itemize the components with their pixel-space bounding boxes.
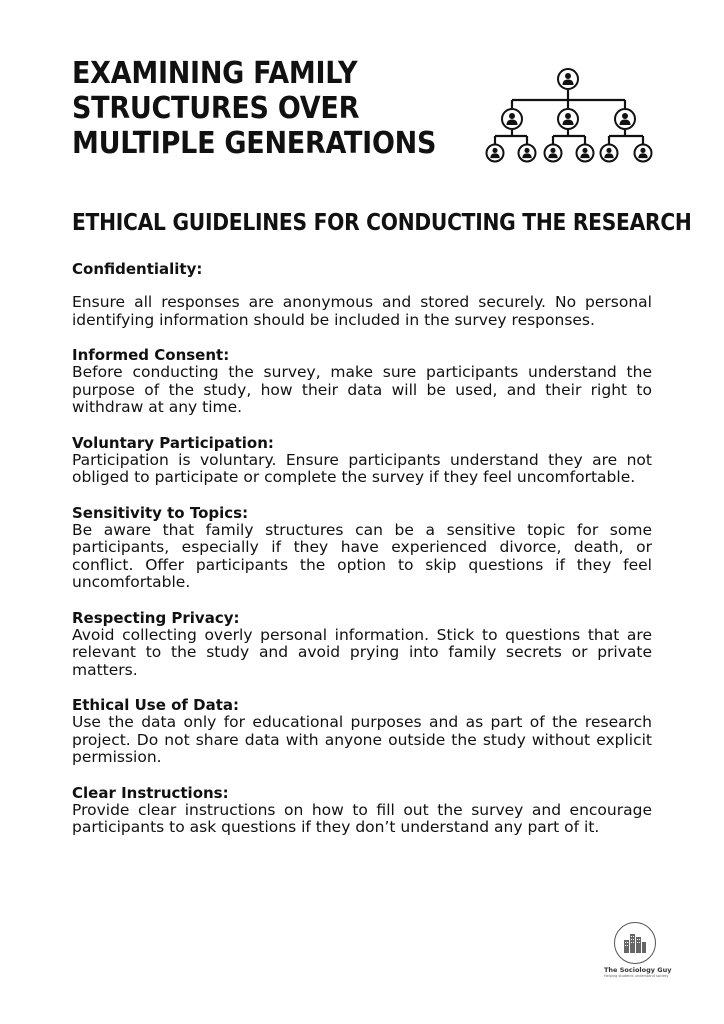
guideline-heading: Ethical Use of Data: <box>72 696 240 714</box>
person-icon <box>577 145 594 162</box>
guideline-body: Be aware that family structures can be a sensitive topic for some participants, especially if they have experienced divorce, death, or conflict. Offer participants the option to skip questions if they feel uncomfortable. <box>72 520 652 591</box>
guideline-voluntary-participation <box>72 434 652 487</box>
guideline-body: Before conducting the survey, make sure participants understand the purpose of the study, how their data will be used, and their right to withdraw at any time. <box>72 363 652 416</box>
person-icon <box>635 145 652 162</box>
guideline-body: Use the data only for educational purposes and as part of the research project. Do not share data with anyone outside the study without explicit permission. <box>72 713 652 766</box>
guideline-ethical-use-of-data <box>72 696 652 767</box>
person-icon <box>519 145 536 162</box>
title-line-1: EXAMINING FAMILY <box>72 56 358 91</box>
guideline-informed-consent <box>72 346 652 417</box>
guideline-body: Provide clear instructions on how to fill out the survey and encourage participants to ask questions if they don’t understand any part of it. <box>72 800 652 836</box>
title-line-3: MULTIPLE GENERATIONS <box>72 126 437 161</box>
guideline-heading: Clear Instructions: <box>72 783 229 802</box>
page-title <box>72 56 437 161</box>
guideline-heading: Sensitivity to Topics: <box>72 503 249 522</box>
guidelines-list <box>72 260 652 854</box>
person-icon <box>558 109 578 129</box>
guideline-heading: Respecting Privacy: <box>72 608 240 627</box>
logo-tagline: Helping students understand society <box>604 974 669 978</box>
title-line-2: STRUCTURES OVER <box>72 91 360 126</box>
guideline-body: Participation is voluntary. Ensure participants understand they are not obliged to participate or complete the survey if they feel uncomfortable. <box>72 450 652 486</box>
guideline-body: Ensure all responses are anonymous and stored securely. No personal identifying information should be included in the survey responses. <box>72 293 652 329</box>
family-tree-icon <box>478 64 654 168</box>
logo-name: The Sociology Guy <box>604 966 672 974</box>
guideline-heading: Informed Consent: <box>72 346 230 364</box>
guideline-confidentiality <box>72 260 652 329</box>
section-subtitle: ETHICAL GUIDELINES FOR CONDUCTING THE RESEARCH <box>72 210 692 236</box>
person-icon <box>615 109 635 129</box>
guideline-heading: Confidentiality: <box>72 260 203 278</box>
person-icon <box>545 145 562 162</box>
spacer <box>72 278 652 294</box>
guideline-clear-instructions <box>72 784 652 837</box>
guideline-body: Avoid collecting overly personal information. Stick to questions that are relevant to the study and avoid prying into family secrets or private matters. <box>72 625 652 679</box>
person-icon <box>487 145 504 162</box>
guideline-sensitivity-to-topics <box>72 504 652 592</box>
person-icon <box>601 145 618 162</box>
person-icon <box>502 109 522 129</box>
city-skyline-icon <box>614 922 656 964</box>
sociology-guy-logo <box>604 922 672 984</box>
guideline-respecting-privacy <box>72 609 652 680</box>
person-icon <box>558 69 578 89</box>
guideline-heading: Voluntary Participation: <box>72 433 274 452</box>
